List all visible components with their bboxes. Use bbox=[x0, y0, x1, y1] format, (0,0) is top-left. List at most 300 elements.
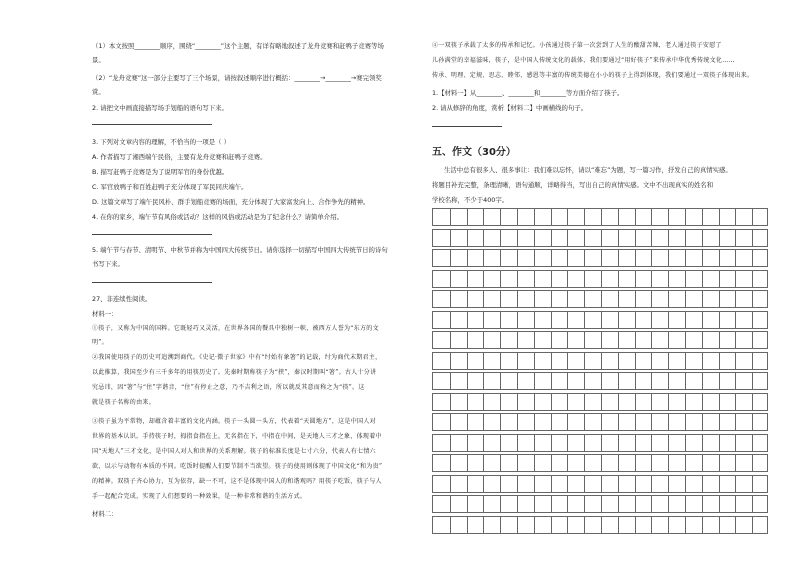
grid-cell-divider bbox=[517, 435, 518, 451]
grid-cell-divider bbox=[752, 394, 753, 410]
grid-cell-divider bbox=[584, 476, 585, 492]
grid-cell-divider bbox=[651, 414, 652, 430]
grid-cell-divider bbox=[450, 373, 451, 389]
grid-cell-divider bbox=[618, 230, 619, 246]
question-4: 4. 在你的家乡，端午节有风俗或活动？这样的风俗或活动是为了纪念什么？请简单介绍。 bbox=[92, 213, 343, 221]
grid-cell-divider bbox=[651, 230, 652, 246]
grid-cell-divider bbox=[668, 332, 669, 348]
grid-cell-divider bbox=[584, 209, 585, 225]
grid-cell-divider bbox=[635, 291, 636, 307]
grid-cell-divider bbox=[601, 291, 602, 307]
grid-cell-divider bbox=[601, 435, 602, 451]
grid-cell-divider bbox=[651, 476, 652, 492]
grid-cell-divider bbox=[500, 291, 501, 307]
grid-cell-divider bbox=[735, 476, 736, 492]
grid-cell-divider bbox=[467, 209, 468, 225]
grid-cell-divider bbox=[702, 435, 703, 451]
material-1-para2: 就是筷子名称的由来。 bbox=[92, 399, 156, 406]
grid-cell-divider bbox=[635, 517, 636, 533]
grid-cell-divider bbox=[584, 496, 585, 512]
grid-cell-divider bbox=[467, 271, 468, 287]
grid-cell-divider bbox=[517, 291, 518, 307]
grid-row[interactable] bbox=[432, 516, 768, 534]
grid-cell-divider bbox=[651, 373, 652, 389]
grid-cell-divider bbox=[601, 517, 602, 533]
grid-cell-divider bbox=[735, 312, 736, 328]
grid-cell-divider bbox=[668, 353, 669, 369]
grid-cell-divider bbox=[752, 312, 753, 328]
grid-cell-divider bbox=[685, 353, 686, 369]
grid-row[interactable] bbox=[432, 413, 768, 431]
grid-cell-divider bbox=[450, 476, 451, 492]
grid-cell-divider bbox=[735, 394, 736, 410]
grid-cell-divider bbox=[534, 312, 535, 328]
grid-cell-divider bbox=[467, 455, 468, 471]
grid-cell-divider bbox=[567, 250, 568, 266]
grid-cell-divider bbox=[584, 435, 585, 451]
grid-cell-divider bbox=[567, 455, 568, 471]
grid-cell-divider bbox=[719, 517, 720, 533]
grid-cell-divider bbox=[517, 414, 518, 430]
grid-cell-divider bbox=[483, 476, 484, 492]
grid-cell-divider bbox=[534, 414, 535, 430]
grid-cell-divider bbox=[735, 517, 736, 533]
grid-cell-divider bbox=[702, 353, 703, 369]
grid-cell-divider bbox=[601, 312, 602, 328]
grid-cell-divider bbox=[551, 353, 552, 369]
grid-cell-divider bbox=[752, 291, 753, 307]
grid-cell-divider bbox=[551, 496, 552, 512]
grid-cell-divider bbox=[517, 455, 518, 471]
grid-row[interactable] bbox=[432, 331, 768, 349]
grid-cell-divider bbox=[467, 250, 468, 266]
grid-cell-divider bbox=[517, 332, 518, 348]
grid-cell-divider bbox=[685, 312, 686, 328]
grid-cell-divider bbox=[500, 230, 501, 246]
grid-cell-divider bbox=[618, 476, 619, 492]
grid-cell-divider bbox=[635, 209, 636, 225]
grid-cell-divider bbox=[584, 414, 585, 430]
grid-cell-divider bbox=[719, 209, 720, 225]
grid-cell-divider bbox=[450, 414, 451, 430]
grid-cell-divider bbox=[668, 476, 669, 492]
grid-cell-divider bbox=[668, 394, 669, 410]
grid-cell-divider bbox=[752, 209, 753, 225]
grid-row[interactable] bbox=[432, 249, 768, 267]
grid-cell-divider bbox=[567, 291, 568, 307]
grid-cell-divider bbox=[483, 312, 484, 328]
grid-cell-divider bbox=[601, 332, 602, 348]
grid-cell-divider bbox=[685, 291, 686, 307]
q1-part2-line1: （2）“龙舟竞赛”这一部分主要写了三个场景，请按叙述顺序进行概括：________→________→赛完领奖 bbox=[92, 74, 382, 82]
grid-cell-divider bbox=[584, 455, 585, 471]
grid-cell-divider bbox=[551, 394, 552, 410]
grid-cell-divider bbox=[467, 414, 468, 430]
grid-cell-divider bbox=[567, 373, 568, 389]
grid-cell-divider bbox=[635, 394, 636, 410]
grid-cell-divider bbox=[500, 271, 501, 287]
grid-cell-divider bbox=[534, 250, 535, 266]
grid-cell-divider bbox=[483, 353, 484, 369]
grid-cell-divider bbox=[702, 394, 703, 410]
grid-cell-divider bbox=[651, 271, 652, 287]
grid-cell-divider bbox=[534, 332, 535, 348]
grid-cell-divider bbox=[467, 332, 468, 348]
grid-cell-divider bbox=[735, 230, 736, 246]
grid-cell-divider bbox=[668, 496, 669, 512]
grid-cell-divider bbox=[567, 414, 568, 430]
grid-cell-divider bbox=[483, 332, 484, 348]
grid-cell-divider bbox=[500, 332, 501, 348]
grid-cell-divider bbox=[601, 414, 602, 430]
grid-cell-divider bbox=[668, 373, 669, 389]
grid-cell-divider bbox=[635, 455, 636, 471]
grid-cell-divider bbox=[584, 230, 585, 246]
grid-cell-divider bbox=[567, 230, 568, 246]
material-2-para: 儿孙满堂的幸福滋味，筷子，是中国人传统文化的载体，我们要通过“用好筷子”来传承中华优秀传统文化…… bbox=[432, 57, 735, 64]
grid-cell-divider bbox=[500, 250, 501, 266]
grid-cell-divider bbox=[567, 435, 568, 451]
grid-cell-divider bbox=[467, 291, 468, 307]
grid-cell-divider bbox=[517, 250, 518, 266]
grid-cell-divider bbox=[719, 230, 720, 246]
grid-cell-divider bbox=[467, 312, 468, 328]
grid-cell-divider bbox=[685, 230, 686, 246]
grid-cell-divider bbox=[651, 455, 652, 471]
grid-cell-divider bbox=[517, 230, 518, 246]
grid-cell-divider bbox=[668, 312, 669, 328]
option-c: C. 军官放鸭子和百姓赶鸭子充分体现了军民同庆端午。 bbox=[92, 183, 248, 191]
question-27: 27、非连续性阅读。 bbox=[92, 295, 152, 303]
grid-cell-divider bbox=[551, 312, 552, 328]
grid-cell-divider bbox=[702, 230, 703, 246]
grid-cell-divider bbox=[500, 209, 501, 225]
grid-cell-divider bbox=[651, 312, 652, 328]
composition-prompt: 生活中总有很多人、很多事让：我们难以忘怀，请以“难忘”为题，写一篇习作，抒发自己的真情实感。 bbox=[444, 166, 732, 174]
grid-cell-divider bbox=[517, 496, 518, 512]
grid-cell-divider bbox=[618, 414, 619, 430]
grid-cell-divider bbox=[450, 250, 451, 266]
grid-cell-divider bbox=[635, 312, 636, 328]
grid-cell-divider bbox=[467, 496, 468, 512]
grid-cell-divider bbox=[567, 496, 568, 512]
grid-cell-divider bbox=[584, 353, 585, 369]
grid-cell-divider bbox=[651, 250, 652, 266]
grid-cell-divider bbox=[752, 250, 753, 266]
question-2: 2. 请把文中画直接描写场手划船的语句写下来。 bbox=[92, 104, 228, 112]
grid-cell-divider bbox=[651, 496, 652, 512]
answer-line bbox=[432, 126, 502, 127]
grid-row[interactable] bbox=[432, 495, 768, 513]
grid-cell-divider bbox=[601, 271, 602, 287]
grid-cell-divider bbox=[450, 271, 451, 287]
grid-cell-divider bbox=[651, 435, 652, 451]
grid-cell-divider bbox=[450, 496, 451, 512]
grid-cell-divider bbox=[668, 291, 669, 307]
grid-cell-divider bbox=[517, 476, 518, 492]
material-1-para3: 的精神。双筷子齐心协力，互为依存，缺一不可，这不是体现中国人的和谐观吗？用筷子吃饭，筷子与人 bbox=[92, 478, 382, 485]
grid-row[interactable] bbox=[432, 208, 768, 226]
grid-cell-divider bbox=[635, 332, 636, 348]
grid-cell-divider bbox=[467, 230, 468, 246]
grid-cell-divider bbox=[534, 496, 535, 512]
grid-cell-divider bbox=[534, 435, 535, 451]
option-a: A. 作者描写了湘西端午民俗，主要有龙舟竞赛和赶鸭子竞赛。 bbox=[92, 153, 267, 161]
grid-cell-divider bbox=[483, 291, 484, 307]
q1-part1-line1: （1）本文按照________顺序，围绕“________”这个主题，有详有略地叙述了龙舟竞赛和赶鸭子竞赛等场 bbox=[92, 42, 384, 50]
grid-cell-divider bbox=[467, 353, 468, 369]
question-5-line1: 5. 端午节与春节、清明节、中秋节并称为中国四大传统节日。请你选择一切描写中国四大传统节日的诗句 bbox=[92, 246, 388, 254]
grid-cell-divider bbox=[618, 373, 619, 389]
grid-row[interactable] bbox=[432, 352, 768, 370]
grid-cell-divider bbox=[551, 209, 552, 225]
grid-cell-divider bbox=[685, 476, 686, 492]
grid-cell-divider bbox=[534, 476, 535, 492]
material-1-para3: ③筷子虽为平常物，却蕴含着丰富的文化内涵。筷子一头圆一头方，代表着“天圆地方”，这是中国人对 bbox=[92, 418, 376, 425]
grid-cell-divider bbox=[601, 250, 602, 266]
grid-cell-divider bbox=[735, 291, 736, 307]
grid-cell-divider bbox=[668, 230, 669, 246]
grid-cell-divider bbox=[735, 435, 736, 451]
grid-cell-divider bbox=[685, 332, 686, 348]
grid-cell-divider bbox=[517, 373, 518, 389]
material-question-2: 2. 请从修辞的角度，赏析【材料二】中画横线的句子。 bbox=[432, 104, 588, 112]
grid-cell-divider bbox=[735, 373, 736, 389]
option-b: B. 描写赶鸭子竞赛是为了说明军官的身份优越。 bbox=[92, 168, 229, 176]
grid-cell-divider bbox=[702, 250, 703, 266]
grid-cell-divider bbox=[685, 435, 686, 451]
grid-cell-divider bbox=[500, 455, 501, 471]
grid-cell-divider bbox=[517, 517, 518, 533]
grid-cell-divider bbox=[551, 414, 552, 430]
grid-cell-divider bbox=[567, 517, 568, 533]
question-3: 3. 下列对文章内容的理解，不恰当的一项是（ ） bbox=[92, 138, 230, 146]
grid-cell-divider bbox=[635, 271, 636, 287]
grid-cell-divider bbox=[483, 373, 484, 389]
material-1-para2: ②我国使用筷子的历史可追溯到商代。《史记·微子世家》中有“纣始有象箸”的记载，纣为商代末期君主， bbox=[92, 354, 382, 361]
answer-line bbox=[92, 234, 212, 235]
grid-cell-divider bbox=[618, 435, 619, 451]
grid-cell-divider bbox=[719, 435, 720, 451]
grid-cell-divider bbox=[584, 394, 585, 410]
grid-cell-divider bbox=[752, 455, 753, 471]
grid-cell-divider bbox=[651, 209, 652, 225]
grid-cell-divider bbox=[618, 291, 619, 307]
grid-cell-divider bbox=[685, 455, 686, 471]
grid-cell-divider bbox=[702, 373, 703, 389]
grid-cell-divider bbox=[719, 271, 720, 287]
grid-cell-divider bbox=[534, 373, 535, 389]
grid-cell-divider bbox=[601, 496, 602, 512]
material-1-para3: 世界的基本认识。手持筷子时，拇指食指在上，无名指在下，中指在中间，是天地人三才之象，体现着中 bbox=[92, 433, 382, 440]
grid-cell-divider bbox=[584, 250, 585, 266]
grid-cell-divider bbox=[500, 435, 501, 451]
grid-cell-divider bbox=[735, 209, 736, 225]
grid-cell-divider bbox=[450, 209, 451, 225]
grid-cell-divider bbox=[735, 496, 736, 512]
material-2-para: 传承、明理、定规、思志、睦邻、感恩等丰富的传统美德在小小的筷子上得到体现，我们要通过一双筷子体现出来。 bbox=[432, 72, 754, 79]
grid-cell-divider bbox=[702, 414, 703, 430]
grid-cell-divider bbox=[702, 455, 703, 471]
grid-cell-divider bbox=[735, 414, 736, 430]
grid-cell-divider bbox=[467, 373, 468, 389]
grid-row[interactable] bbox=[432, 434, 768, 452]
grid-cell-divider bbox=[635, 414, 636, 430]
grid-cell-divider bbox=[551, 332, 552, 348]
grid-cell-divider bbox=[551, 291, 552, 307]
grid-cell-divider bbox=[450, 435, 451, 451]
grid-cell-divider bbox=[668, 414, 669, 430]
grid-cell-divider bbox=[551, 373, 552, 389]
grid-cell-divider bbox=[450, 332, 451, 348]
grid-cell-divider bbox=[719, 455, 720, 471]
grid-cell-divider bbox=[618, 209, 619, 225]
grid-cell-divider bbox=[668, 209, 669, 225]
grid-cell-divider bbox=[551, 435, 552, 451]
grid-row[interactable] bbox=[432, 311, 768, 329]
grid-cell-divider bbox=[685, 496, 686, 512]
q1-part1-line2: 景。 bbox=[92, 56, 105, 64]
grid-row[interactable] bbox=[432, 393, 768, 411]
grid-cell-divider bbox=[702, 291, 703, 307]
grid-cell-divider bbox=[702, 312, 703, 328]
grid-cell-divider bbox=[467, 394, 468, 410]
grid-cell-divider bbox=[483, 496, 484, 512]
grid-cell-divider bbox=[483, 250, 484, 266]
grid-cell-divider bbox=[584, 332, 585, 348]
grid-cell-divider bbox=[719, 353, 720, 369]
q1-part2-line2: 赏。 bbox=[92, 88, 105, 96]
grid-cell-divider bbox=[500, 517, 501, 533]
grid-cell-divider bbox=[635, 435, 636, 451]
grid-cell-divider bbox=[450, 455, 451, 471]
grid-row[interactable] bbox=[432, 270, 768, 288]
grid-cell-divider bbox=[601, 476, 602, 492]
grid-cell-divider bbox=[635, 353, 636, 369]
grid-cell-divider bbox=[735, 332, 736, 348]
grid-cell-divider bbox=[719, 332, 720, 348]
grid-cell-divider bbox=[601, 209, 602, 225]
grid-cell-divider bbox=[618, 496, 619, 512]
grid-cell-divider bbox=[567, 353, 568, 369]
grid-cell-divider bbox=[702, 271, 703, 287]
grid-cell-divider bbox=[500, 373, 501, 389]
grid-cell-divider bbox=[551, 517, 552, 533]
grid-cell-divider bbox=[719, 312, 720, 328]
grid-cell-divider bbox=[618, 332, 619, 348]
grid-cell-divider bbox=[584, 291, 585, 307]
material-1-para3: 手一起配合完成，实现了人们想要的一种效果，是一种非常和谐的生活方式。 bbox=[92, 493, 307, 500]
grid-cell-divider bbox=[618, 455, 619, 471]
grid-cell-divider bbox=[517, 353, 518, 369]
grid-cell-divider bbox=[618, 394, 619, 410]
grid-cell-divider bbox=[752, 332, 753, 348]
option-d: D. 这篇文章写了端午民风朴、群手划船竞赛的场面，充分体现了大家富发向上、合作争先的精神。 bbox=[92, 198, 370, 206]
grid-cell-divider bbox=[534, 209, 535, 225]
grid-cell-divider bbox=[752, 230, 753, 246]
grid-cell-divider bbox=[534, 455, 535, 471]
grid-cell-divider bbox=[719, 291, 720, 307]
grid-cell-divider bbox=[551, 271, 552, 287]
grid-cell-divider bbox=[651, 291, 652, 307]
grid-cell-divider bbox=[685, 271, 686, 287]
question-5-line2: 书写下来。 bbox=[92, 260, 124, 268]
grid-cell-divider bbox=[651, 517, 652, 533]
grid-cell-divider bbox=[685, 373, 686, 389]
grid-cell-divider bbox=[551, 455, 552, 471]
grid-cell-divider bbox=[735, 271, 736, 287]
grid-cell-divider bbox=[635, 496, 636, 512]
grid-cell-divider bbox=[635, 250, 636, 266]
grid-cell-divider bbox=[584, 312, 585, 328]
grid-cell-divider bbox=[500, 394, 501, 410]
grid-cell-divider bbox=[450, 230, 451, 246]
grid-cell-divider bbox=[517, 394, 518, 410]
grid-cell-divider bbox=[551, 476, 552, 492]
grid-row[interactable] bbox=[432, 290, 768, 308]
grid-cell-divider bbox=[702, 517, 703, 533]
grid-cell-divider bbox=[517, 312, 518, 328]
grid-row[interactable] bbox=[432, 454, 768, 472]
grid-cell-divider bbox=[567, 209, 568, 225]
grid-cell-divider bbox=[601, 373, 602, 389]
material-2-para: ④一双筷子承载了太多的传承和记忆。小孩通过筷子第一次尝到了人生的酸甜苦辣，老人通过筷子安慰了 bbox=[432, 42, 722, 49]
grid-cell-divider bbox=[483, 230, 484, 246]
material-1-para3: 国“天地人”三才文化，是中国人对人和世界的关系理解。筷子的标准长度是七寸六分，代表人有七情六 bbox=[92, 448, 376, 455]
grid-cell-divider bbox=[534, 394, 535, 410]
grid-cell-divider bbox=[517, 271, 518, 287]
grid-cell-divider bbox=[752, 414, 753, 430]
grid-cell-divider bbox=[719, 476, 720, 492]
grid-cell-divider bbox=[500, 476, 501, 492]
grid-cell-divider bbox=[735, 455, 736, 471]
grid-cell-divider bbox=[685, 209, 686, 225]
grid-row[interactable] bbox=[432, 372, 768, 390]
grid-cell-divider bbox=[567, 271, 568, 287]
grid-cell-divider bbox=[719, 414, 720, 430]
grid-cell-divider bbox=[483, 394, 484, 410]
grid-cell-divider bbox=[483, 271, 484, 287]
grid-cell-divider bbox=[584, 373, 585, 389]
grid-cell-divider bbox=[618, 517, 619, 533]
grid-cell-divider bbox=[719, 394, 720, 410]
grid-cell-divider bbox=[635, 373, 636, 389]
grid-cell-divider bbox=[584, 271, 585, 287]
grid-cell-divider bbox=[467, 476, 468, 492]
grid-cell-divider bbox=[567, 332, 568, 348]
grid-cell-divider bbox=[517, 209, 518, 225]
grid-cell-divider bbox=[483, 435, 484, 451]
grid-cell-divider bbox=[500, 353, 501, 369]
grid-cell-divider bbox=[567, 476, 568, 492]
material-1-para2: 以此推算，我国至少有三千多年的用筷历史了。先秦时期称筷子为“挟”，秦汉时期叫“箸”。古人十分讲 bbox=[92, 369, 377, 376]
grid-cell-divider bbox=[685, 517, 686, 533]
grid-cell-divider bbox=[702, 496, 703, 512]
composition-prompt: 学校名称，不少于400字。 bbox=[432, 196, 509, 204]
grid-row[interactable] bbox=[432, 229, 768, 247]
material-1-para2: 究忌讳，因“箸”与“住”字谐音，“住”有停止之意，乃不吉利之语，所以就反其意而称之为“筷”。这 bbox=[92, 384, 365, 391]
material-1-label: 材料一： bbox=[92, 310, 118, 318]
grid-cell-divider bbox=[601, 394, 602, 410]
grid-cell-divider bbox=[534, 353, 535, 369]
grid-cell-divider bbox=[752, 271, 753, 287]
grid-cell-divider bbox=[685, 394, 686, 410]
grid-cell-divider bbox=[651, 394, 652, 410]
grid-cell-divider bbox=[500, 496, 501, 512]
grid-cell-divider bbox=[618, 250, 619, 266]
grid-cell-divider bbox=[567, 394, 568, 410]
grid-row[interactable] bbox=[432, 475, 768, 493]
